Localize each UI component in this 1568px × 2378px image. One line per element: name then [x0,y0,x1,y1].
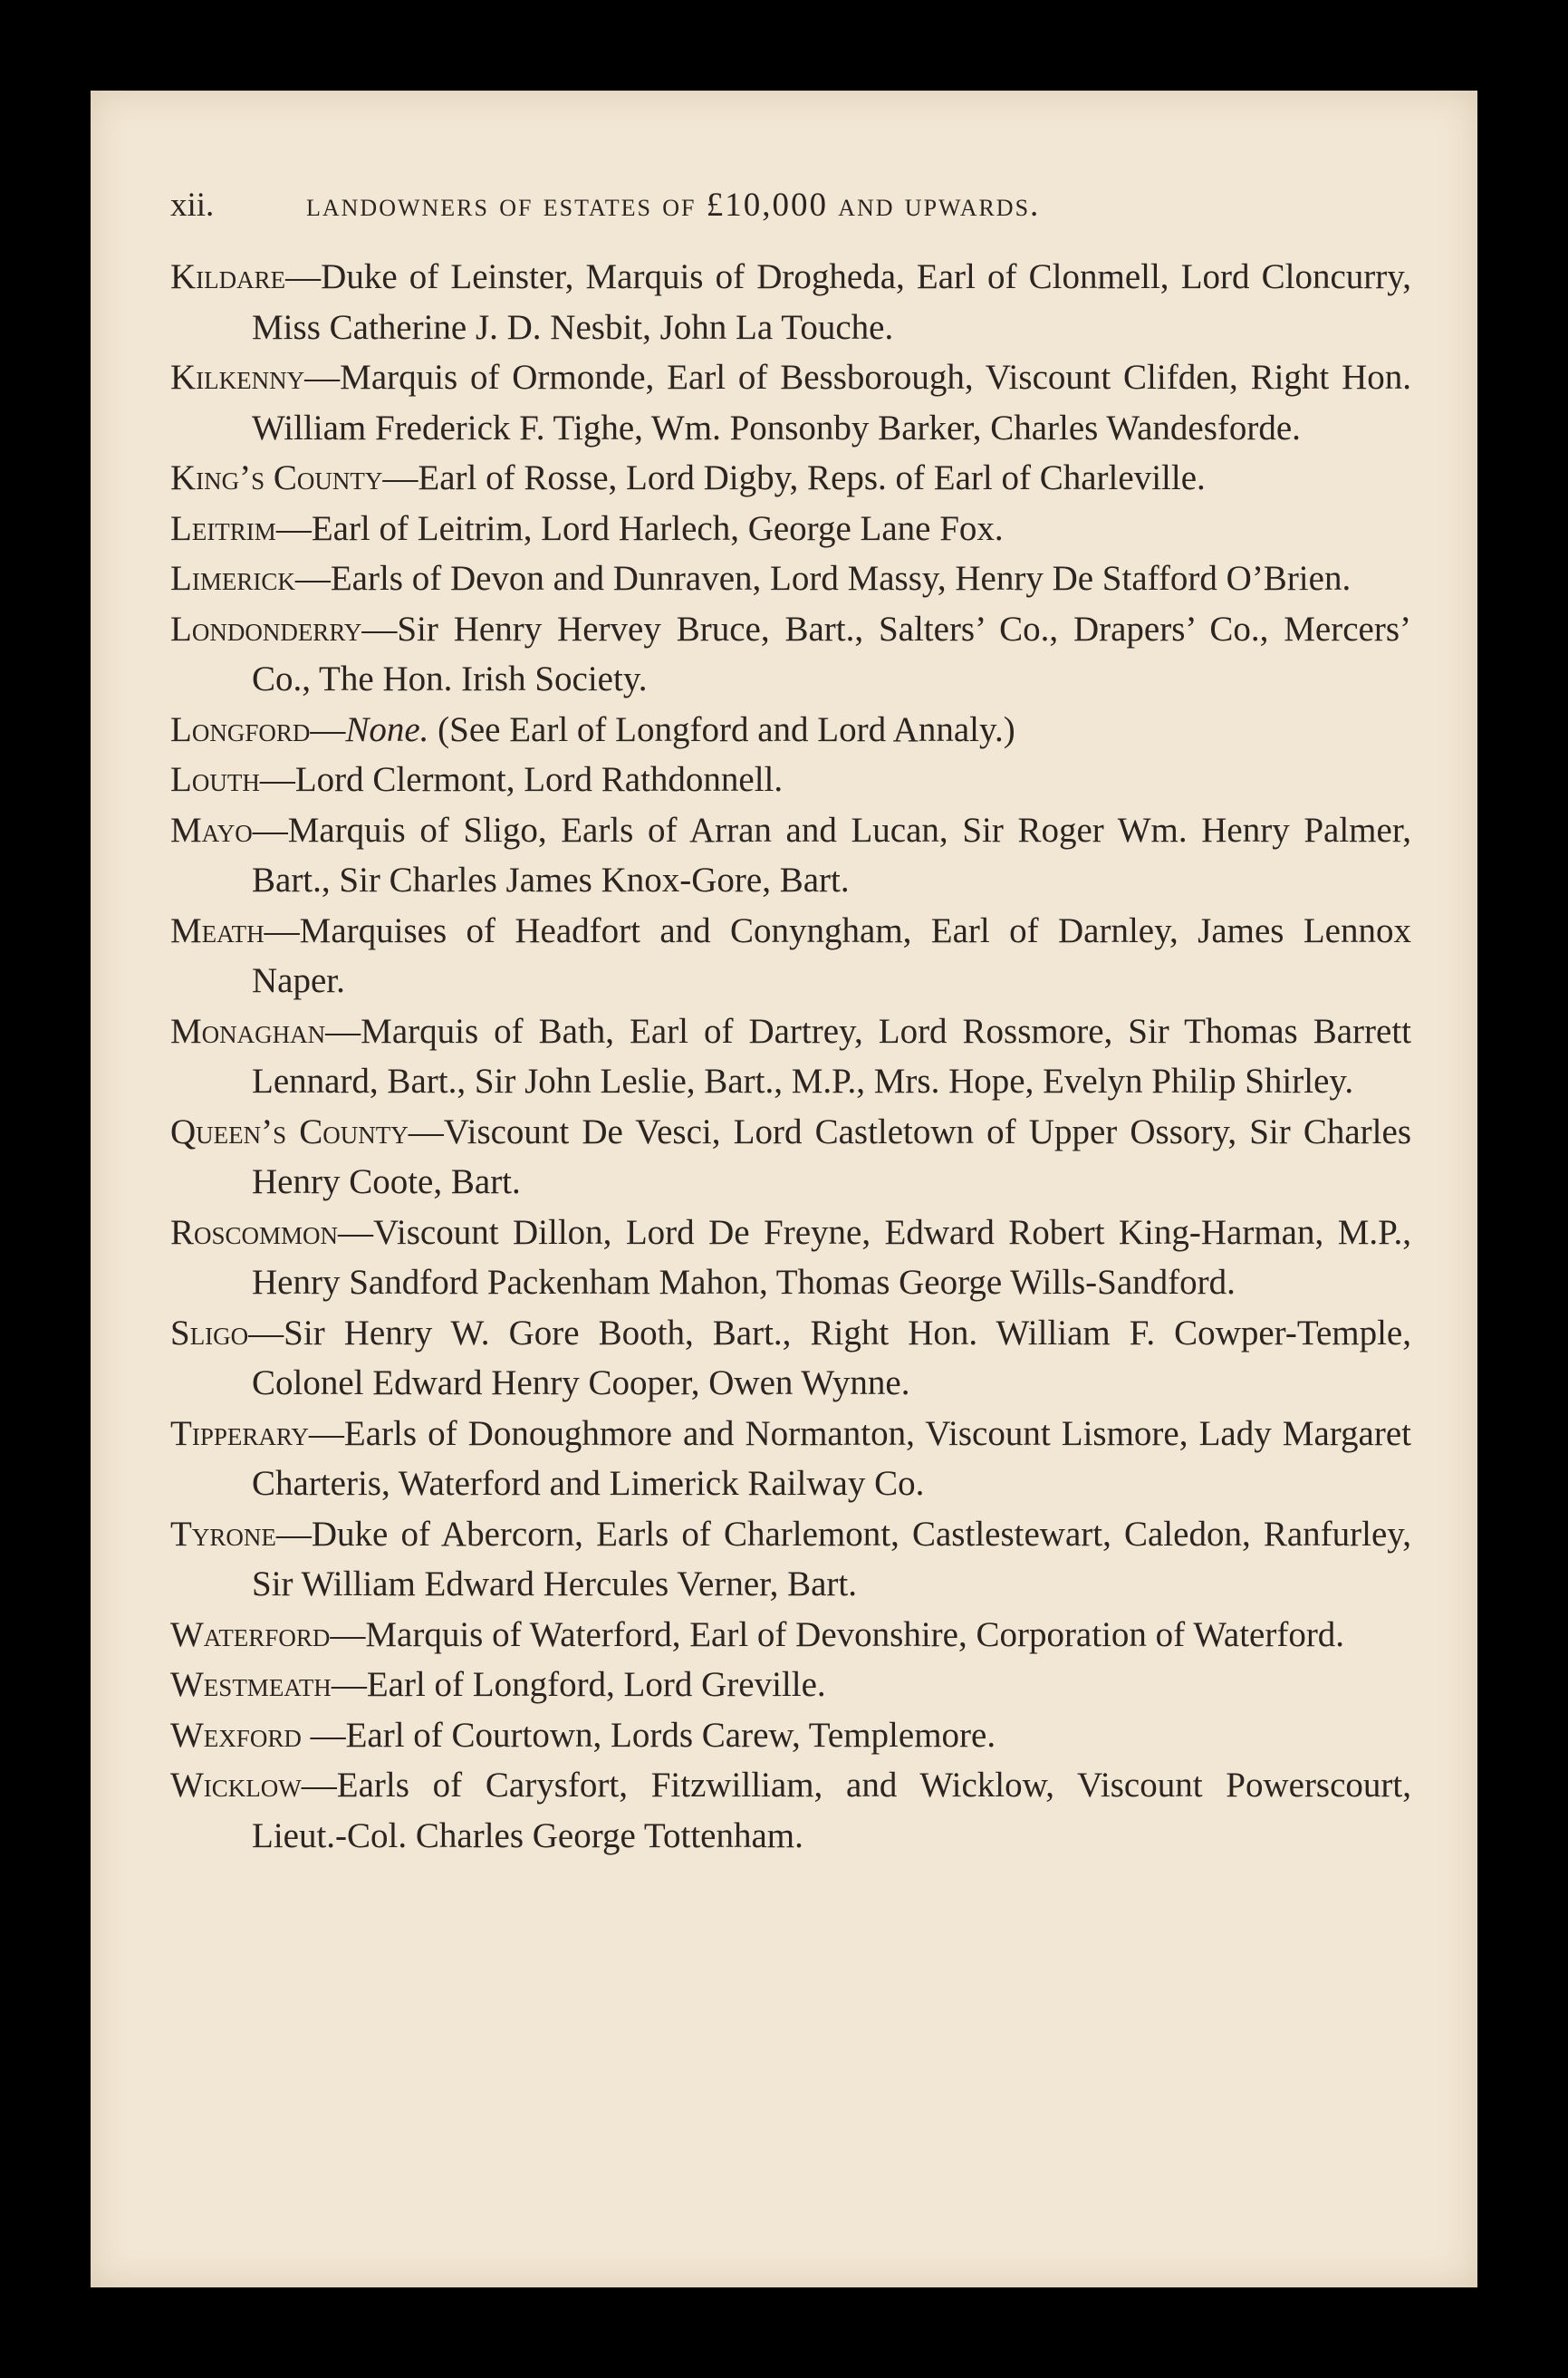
county-name: Longford [170,709,311,749]
landowners-text: —Marquis of Ormonde, Earl of Bessborough, Viscount Clifden, Right Hon. William Frederick F. Tighe, Wm. Ponsonby Barker, Charles Wandesforde. [252,358,1411,448]
county-name: Kilkenny [170,358,305,397]
landowners-text: (See Earl of Longford and Lord Annaly.) [428,709,1015,749]
county-entry [170,453,1411,504]
county-name: Leitrim [170,508,276,548]
county-name: Kildare [170,257,286,296]
landowners-text: —Earl of Leitrim, Lord Harlech, George Lane Fox. [275,508,1004,548]
landowners-text: —Duke of Abercorn, Earls of Charlemont, Castlestewart, Caledon, Ranfurley, Sir William Edward Hercules Verner, Bart. [252,1514,1411,1603]
landowners-text: —Marquis of Waterford, Earl of Devonshire, Corporation of Waterford. [330,1614,1345,1654]
landowners-text: —Marquises of Headfort and Conyngham, Earl of Darnley, James Lennox Naper. [252,910,1411,1000]
county-entry [170,252,1411,352]
county-name: Tyrone [170,1514,276,1554]
dash: — [310,709,346,749]
landowners-text: —Earls of Donoughmore and Normanton, Viscount Lismore, Lady Margaret Charteris, Waterford and Limerick Railway Co. [252,1413,1411,1503]
county-list [170,252,1411,1861]
page-header [170,186,1438,225]
county-name: Monaghan [170,1011,326,1051]
county-name: Tipperary [170,1413,309,1453]
county-name: King’s County [170,458,383,497]
county-entry [170,554,1411,604]
county-name: Sligo [170,1313,249,1353]
county-name: Louth [170,760,260,799]
landowners-text: —Viscount De Vesci, Lord Castletown of Upper Ossory, Sir Charles Henry Coote, Bart. [252,1112,1411,1201]
county-entry [170,705,1411,756]
landowners-text: —Marquis of Sligo, Earls of Arran and Lucan, Sir Roger Wm. Henry Palmer, Bart., Sir Charles James Knox-Gore, Bart. [252,810,1411,900]
landowners-text: —Earl of Rosse, Lord Digby, Reps. of Earl of Charleville. [382,458,1206,497]
county-entry [170,1006,1411,1107]
landowners-text: —Sir Henry W. Gore Booth, Bart., Right Hon. William F. Cowper-Temple, Colonel Edward Henry Cooper, Owen Wynne. [248,1313,1411,1402]
county-entry [170,755,1411,805]
county-entry [170,504,1411,554]
county-entry [170,906,1411,1006]
landowners-text: —Earl of Courtown, Lords Carew, Templemore. [301,1715,996,1755]
page-number: xii. [170,187,215,224]
landowners-text: —Earls of Devon and Dunraven, Lord Massy, Henry De Stafford O’Brien. [294,559,1352,598]
county-entry [170,1660,1411,1710]
county-entry [170,805,1411,906]
book-page [91,91,1477,2287]
landowners-text: —Marquis of Bath, Earl of Dartrey, Lord Rossmore, Sir Thomas Barrett Lennard, Bart., Sir John Leslie, Bart., M.P., Mrs. Hope, Evelyn Philip Shirley. [252,1011,1411,1101]
county-entry [170,604,1411,705]
county-name: Mayo [170,810,253,850]
county-name: Wexford [170,1715,302,1755]
county-entry [170,1308,1411,1409]
county-entry [170,1208,1411,1308]
county-entry [170,1509,1411,1610]
county-entry [170,1107,1411,1208]
county-name: Queen’s County [170,1112,409,1151]
landowners-text: —Sir Henry Hervey Bruce, Bart., Salters’ Co., Drapers’ Co., Mercers’ Co., The Hon. Irish Society. [252,609,1411,698]
running-title: landowners of estates of £10,000 and upwards. [306,187,1041,224]
county-name: Roscommon [170,1212,339,1252]
county-entry [170,1760,1411,1861]
landowners-text: —Viscount Dillon, Lord De Freyne, Edward Robert King-Harman, M.P., Henry Sandford Packenham Mahon, Thomas George Wills-Sandford. [252,1212,1411,1302]
landowners-text: —Lord Clermont, Lord Rathdonnell. [259,760,784,799]
landowners-text: —Earls of Carysfort, Fitzwilliam, and Wicklow, Viscount Powerscourt, Lieut.-Col. Charles George Tottenham. [252,1766,1411,1855]
landowners-text: —Earl of Longford, Lord Greville. [331,1665,826,1704]
county-entry [170,1710,1411,1761]
county-name: Limerick [170,559,295,598]
county-name: Westmeath [170,1665,332,1704]
county-name: Londonderry [170,609,362,649]
county-entry [170,1409,1411,1509]
county-name: Waterford [170,1614,331,1654]
county-name: Meath [170,910,265,950]
landowners-text: —Duke of Leinster, Marquis of Drogheda, Earl of Clonmell, Lord Cloncurry, Miss Catherine J. D. Nesbit, John La Touche. [252,257,1411,347]
county-name: Wicklow [170,1766,302,1805]
county-entry [170,352,1411,453]
county-entry [170,1610,1411,1661]
none-italic: None. [345,709,429,749]
